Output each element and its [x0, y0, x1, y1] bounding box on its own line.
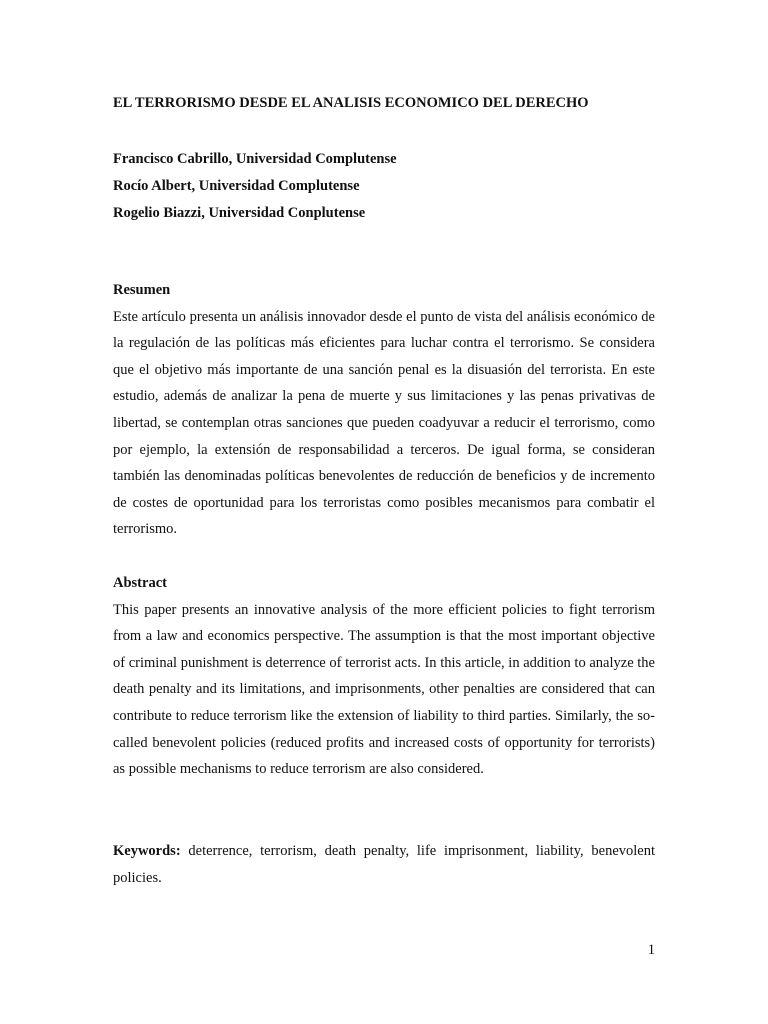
paper-title: EL TERRORISMO DESDE EL ANALISIS ECONOMICO DEL DERECHO [113, 95, 589, 111]
page-number: 1 [647, 942, 655, 958]
abstract-heading: Abstract [113, 575, 167, 591]
resumen-section [113, 277, 655, 543]
author-3: Rogelio Biazzi, Universidad Conplutense [113, 205, 366, 221]
keywords-label: Keywords: [113, 843, 181, 859]
abstract-section [113, 570, 655, 783]
author-2: Rocío Albert, Universidad Complutense [113, 178, 360, 194]
keywords-section [113, 838, 655, 891]
abstract-text: This paper presents an innovative analysis of the more efficient policies to fight terrorism from a law and economics perspective. The assumption is that the most important objective of criminal punishment is deterrence of terrorist acts. In this article, in addition to analyze the death penalty and its limitations, and imprisonments, other penalties are considered that can contribute to reduce terrorism like the extension of liability to third parties. Similarly, the so-called benevolent policies (reduced profits and increased costs of opportunity for terrorists) as possible mechanisms to reduce terrorism are also considered. [113, 601, 655, 778]
keywords-text: deterrence, terrorism, death penalty, life imprisonment, liability, benevolent policies. [113, 843, 655, 886]
resumen-heading: Resumen [113, 282, 171, 298]
resumen-text: Este artículo presenta un análisis innovador desde el punto de vista del análisis económico de la regulación de las políticas más eficientes para luchar contra el terrorismo. Se considera que el objetivo más importante de una sanción penal es la disuasión del terrorista. En este estudio, además de analizar la pena de muerte y sus limitaciones y las penas privativas de libertad, se contemplan otras sanciones que pueden coadyuvar a reducir el terrorismo, como por ejemplo, la extensión de responsabilidad a terceros. De igual forma, se consideran también las denominadas políticas benevolentes de reducción de beneficios y de incremento de costes de oportunidad para los terroristas como posibles mecanismos para combatir el terrorismo. [113, 308, 655, 538]
keywords-paragraph [113, 838, 655, 891]
author-list [113, 146, 397, 227]
author-1: Francisco Cabrillo, Universidad Complutense [113, 151, 397, 167]
